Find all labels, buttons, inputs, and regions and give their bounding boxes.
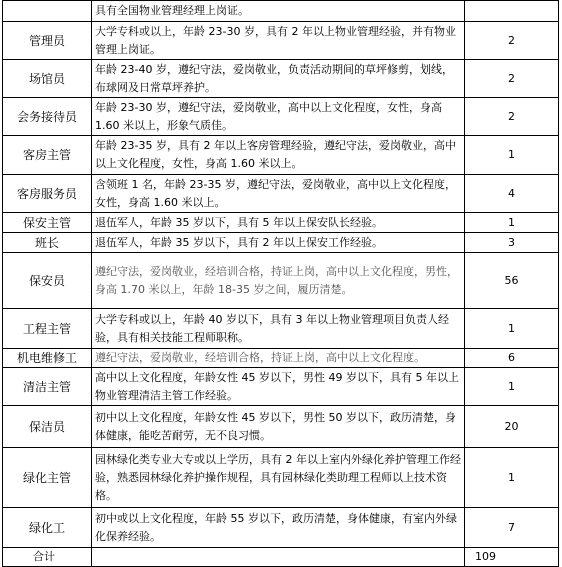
requirement-cell: 具有全国物业管理经理上岗证。 — [92, 1, 465, 22]
count-cell: 1 — [465, 136, 559, 175]
requirement-cell: 园林绿化类专业大专或以上学历，具有 2 年以上室内外绿化养护管理工作经验，熟悉园林绿化养护操作规程，具有园林绿化类助理工程师以上技术资格。 — [92, 448, 465, 508]
requirement-cell: 大学专科或以上，年龄 23-30 岁，具有 2 年以上物业管理经验，并有物业管理上岗证。 — [92, 22, 465, 60]
table-row — [3, 349, 559, 368]
count-cell: 6 — [465, 349, 559, 368]
position-cell: 客房服务员 — [3, 175, 92, 213]
total-label: 合计 — [3, 548, 92, 567]
table-row — [3, 448, 559, 508]
count-cell: 2 — [465, 98, 559, 136]
requirement-cell: 年龄 23-40 岁，遵纪守法，爱岗敬业，负责活动期间的草坪修剪，划线，布球网及日常草坪养护。 — [92, 60, 465, 98]
table-row — [3, 175, 559, 213]
table-row — [3, 136, 559, 175]
count-cell: 2 — [465, 22, 559, 60]
position-cell: 机电维修工 — [3, 349, 92, 368]
requirement-cell: 大学专科或以上，年龄 40 岁以下，具有 3 年以上物业管理项目负责人经验，具有相关技能工程师职称。 — [92, 309, 465, 349]
total-count: 109 — [465, 548, 559, 567]
requirement-cell: 初中以上文化程度，年龄女性 45 岁以下，男性 50 岁以下，政历清楚，身体健康，能吃苦耐劳，无不良习惯。 — [92, 406, 465, 448]
count-cell: 1 — [465, 368, 559, 406]
count-cell: 3 — [465, 233, 559, 253]
position-cell: 绿化工 — [3, 508, 92, 548]
position-cell: 会务接待员 — [3, 98, 92, 136]
table-row — [3, 98, 559, 136]
count-cell — [465, 1, 559, 22]
position-cell: 场馆员 — [3, 60, 92, 98]
count-cell: 1 — [465, 448, 559, 508]
count-cell: 20 — [465, 406, 559, 448]
position-cell: 保洁员 — [3, 406, 92, 448]
table-row — [3, 1, 559, 22]
requirement-cell: 遵纪守法，爱岗敬业，经培训合格，持证上岗，高中以上文化程度。 — [92, 349, 465, 368]
position-cell: 管理员 — [3, 22, 92, 60]
requirement-cell: 年龄 23-35 岁，具有 2 年以上客房管理经验，遵纪守法，爱岗敬业，高中以上文化程度，女性，身高 1.60 米以上。 — [92, 136, 465, 175]
position-cell: 保安员 — [3, 253, 92, 309]
total-spacer-cell — [92, 548, 465, 567]
table-row — [3, 213, 559, 233]
table-row — [3, 233, 559, 253]
requirement-cell: 年龄 23-30 岁，遵纪守法，爱岗敬业，高中以上文化程度，女性，身高 1.60 米以上，形象气质佳。 — [92, 98, 465, 136]
count-cell: 4 — [465, 175, 559, 213]
requirement-cell: 含领班 1 名，年龄 23-35 岁，遵纪守法，爱岗敬业，高中以上文化程度，女性，身高 1.60 米以上。 — [92, 175, 465, 213]
table-row — [3, 368, 559, 406]
count-cell: 1 — [465, 309, 559, 349]
staffing-table — [2, 0, 559, 567]
position-cell: 绿化主管 — [3, 448, 92, 508]
count-cell: 1 — [465, 213, 559, 233]
position-cell: 保安主管 — [3, 213, 92, 233]
total-row — [3, 548, 559, 567]
position-cell: 班长 — [3, 233, 92, 253]
requirement-cell: 初中或以上文化程度，年龄 55 岁以下，政历清楚，身体健康，有室内外绿化保养经验。 — [92, 508, 465, 548]
count-cell: 7 — [465, 508, 559, 548]
position-cell: 清洁主管 — [3, 368, 92, 406]
table-row — [3, 309, 559, 349]
table-row — [3, 22, 559, 60]
requirement-cell: 高中以上文化程度，年龄女性 45 岁以下，男性 49 岁以下，具有 5 年以上物业管理清洁主管工作经验。 — [92, 368, 465, 406]
requirement-cell: 退伍军人，年龄 35 岁以下，具有 2 年以上保安工作经验。 — [92, 233, 465, 253]
requirement-cell: 遵纪守法，爱岗敬业，经培训合格，持证上岗，高中以上文化程度，男性，身高 1.70 米以上，年龄 18-35 岁之间，履历清楚。 — [92, 253, 465, 309]
count-cell: 2 — [465, 60, 559, 98]
table-row — [3, 253, 559, 309]
count-cell: 56 — [465, 253, 559, 309]
position-cell — [3, 1, 92, 22]
table-row — [3, 60, 559, 98]
table-row — [3, 406, 559, 448]
position-cell: 客房主管 — [3, 136, 92, 175]
requirement-cell: 退伍军人，年龄 35 岁以下，具有 5 年以上保安队长经验。 — [92, 213, 465, 233]
position-cell: 工程主管 — [3, 309, 92, 349]
